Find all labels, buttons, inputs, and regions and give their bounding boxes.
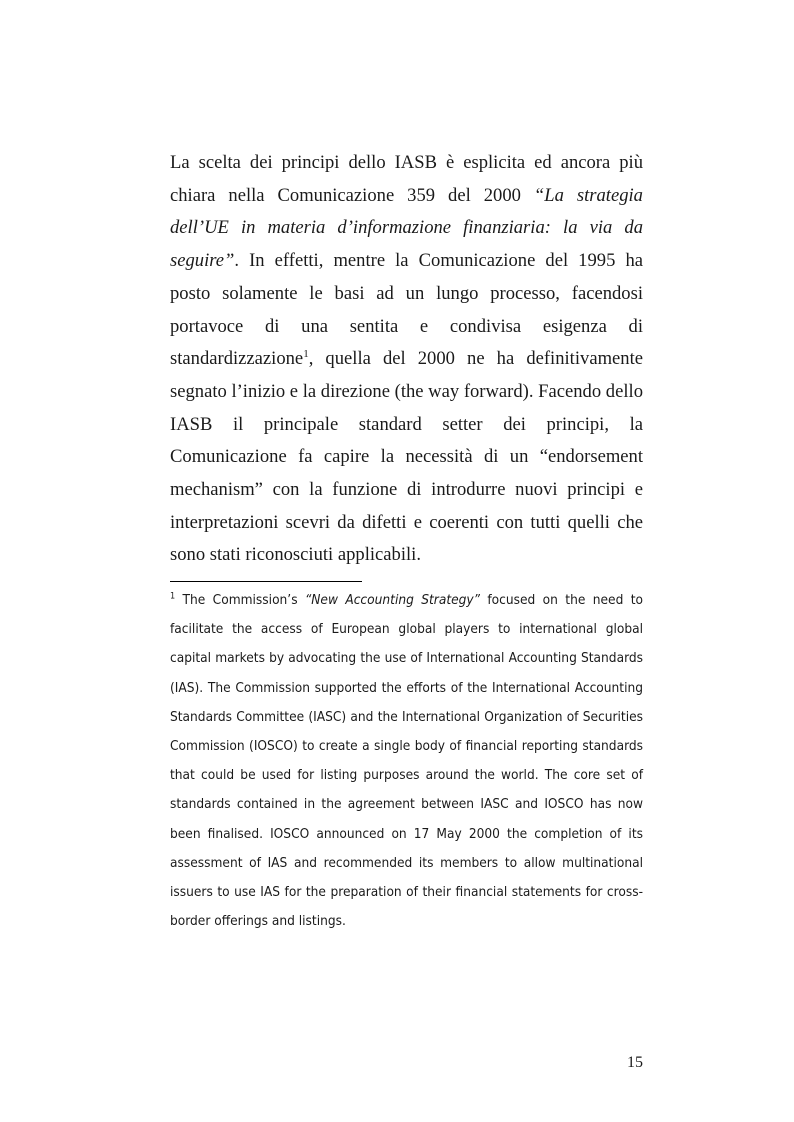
paragraph-text-part3: , quella del 2000 ne ha definitivamente segnato l’inizio e la direzione (the way forward). Facendo dello IASB il principale standard setter dei principi, la Comunicazione fa capire la necessità di un “endorsement mechanism” con la funzione di introdurre nuovi principi e interpretazioni scevri da difetti e coerenti con tutti quelli che sono stati riconosciuti applicabili.	[170, 348, 643, 566]
footnote-italic-title: “New Accounting Strategy”	[304, 592, 480, 608]
paragraph-italic-title: “La strategia dell’UE in materia d’informazione finanziaria: la via da seguire”	[170, 184, 643, 272]
footnote-text: focused on the need to facilitate the access of European global players to international global capital markets by advocating the use of International Accounting Standards (IAS). The Commission supported the efforts of the International Accounting Standards Committee (IASC) and the International Organization of Securities Commission (IOSCO) to create a single body of financial reporting standards that could be used for listing purposes around the world. The core set of standards contained in the agreement between IASC and IOSCO has now been finalised. IOSCO announced on 17 May 2000 the completion of its assessment of IAS and recommended its members to allow multinational issuers to use IAS for the preparation of their financial statements for cross-border offerings and listings.	[170, 592, 643, 930]
footnote-lead: The Commission’s	[175, 592, 305, 608]
footnote	[170, 586, 643, 936]
footnote-number: 1	[170, 591, 176, 602]
footnote-separator	[170, 581, 362, 582]
page-number: 15	[627, 1054, 643, 1071]
paragraph-text-part1: La scelta dei principi dello IASB è esplicita ed ancora più chiara nella Comunicazione 359 del 2000	[170, 152, 643, 206]
main-paragraph	[170, 147, 643, 572]
footnote-reference: 1	[303, 348, 309, 361]
paragraph-text-part2: . In effetti, mentre la Comunicazione del 1995 ha posto solamente le basi ad un lungo processo, facendosi portavoce di una sentita e condivisa esigenza di standardizzazione	[170, 250, 643, 370]
